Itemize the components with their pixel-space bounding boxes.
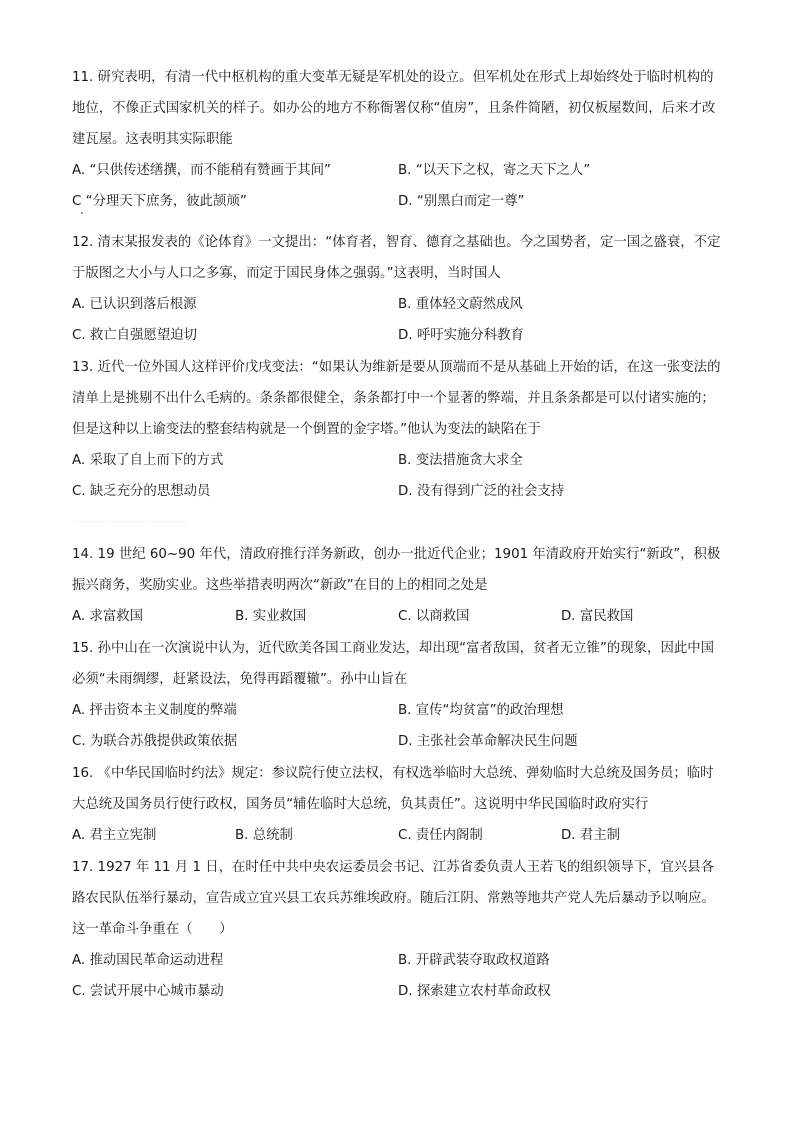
option-c: C. 责任内阁制 <box>398 828 483 843</box>
option-d: D. 呼吁实施分科教育 <box>398 328 524 343</box>
option-c: C. 缺乏充分的思想动员 <box>72 484 211 499</box>
options <box>72 945 724 1007</box>
option-d: D. 君主制 <box>561 828 620 843</box>
options <box>72 445 724 507</box>
option-b: B. 重体轻文蔚然成风 <box>398 297 523 312</box>
option-a: A. “只供传述缮撰，而不能稍有赞画于其间” <box>72 163 331 178</box>
option-a: A. 抨击资本主义制度的弊端 <box>72 703 237 718</box>
options <box>72 695 724 757</box>
question-stem: 17. 1927 年 11 月 1 日，在时任中共中央农运委员会书记、江苏省委负责人王若飞的组织领导下，宜兴县各路农民队伍举行暴动，宣告成立宜兴县工农兵苏维埃政府。随后江阴、常熟等地共产党人先后暴动予以响应。这一革命斗争重在（ ） <box>72 860 715 937</box>
question-13 <box>72 352 724 507</box>
option-b: B. 宣传“均贫富”的政治理想 <box>398 703 564 718</box>
option-b: B. “以天下之权，寄之天下之人” <box>398 163 591 178</box>
question-stem: 11. 研究表明，有清一代中枢机构的重大变革无疑是军机处的设立。但军机处在形式上却始终处于临时机构的地位，不像正式国家机关的样子。如办公的地方不称衙署仅称“值房”，且条件简陋，初仅板屋数间，后来才改建瓦屋。这表明其实际职能 <box>72 70 716 147</box>
option-d: D. 富民救国 <box>561 609 634 624</box>
option-b: B. 变法措施贪大求全 <box>398 453 523 468</box>
option-d: D. 探索建立农村革命政权 <box>398 984 551 999</box>
option-b: B. 总统制 <box>235 828 293 843</box>
option-a: A. 已认识到落后根源 <box>72 297 197 312</box>
option-b: B. 实业救国 <box>235 609 307 624</box>
options <box>72 601 724 632</box>
option-a: A. 推动国民革命运动进程 <box>72 953 224 968</box>
options <box>72 155 724 217</box>
question-15 <box>72 633 724 757</box>
question-14 <box>72 539 724 632</box>
option-d: D. 主张社会革命解决民生问题 <box>398 734 578 749</box>
question-stem: 14. 19 世纪 60~90 年代，清政府推行洋务新政，创办一批近代企业；1901 年清政府开始实行“新政”，积极振兴商务，奖励实业。这些举措表明两次“新政”在目的上的相同之处是 <box>72 547 721 593</box>
option-c: C “分理天下庶务，彼此颉颃” <box>72 194 247 209</box>
option-a: A. 求富救国 <box>72 609 143 624</box>
stray-dot <box>81 212 83 214</box>
option-a: A. 采取了自上而下的方式 <box>72 453 224 468</box>
option-d: D. “别黑白而定一尊” <box>398 194 525 209</box>
option-d: D. 没有得到广泛的社会支持 <box>398 484 565 499</box>
option-b: B. 开辟武装夺取政权道路 <box>398 953 550 968</box>
option-c: C. 救亡自强愿望迫切 <box>72 328 197 343</box>
option-a: A. 君主立宪制 <box>72 828 157 843</box>
question-12 <box>72 227 724 351</box>
question-stem: 16. 《中华民国临时约法》规定：参议院行使立法权，有权选举临时大总统、弹劾临时大总统及国务员；临时大总统及国务员行使行政权，国务员“辅佐临时大总统，负其责任”。这说明中华民国临时政府实行 <box>72 766 714 812</box>
option-c: C. 为联合苏俄提供政策依据 <box>72 734 238 749</box>
option-c: C. 尝试开展中心城市暴动 <box>72 984 224 999</box>
faint-watermark-line: ····························································· <box>72 519 189 526</box>
question-stem: 15. 孙中山在一次演说中认为，近代欧美各国工商业发达，却出现“富者敌国，贫者无立锥”的现象，因此中国必须“未雨绸缪，赶紧设法，免得再蹈覆辙”。孙中山旨在 <box>72 641 715 687</box>
question-stem: 13. 近代一位外国人这样评价戊戌变法：“如果认为维新是要从顶端而不是从基础上开始的话，在这一张变法的清单上是挑剔不出什么毛病的。条条都很健全，条条都打中一个显著的弊端，并且条条都是可以付诸实施的；但是这种以上谕变法的整套结构就是一个倒置的金字塔。”他认为变法的缺陷在于 <box>72 360 721 437</box>
question-17 <box>72 852 724 1007</box>
options <box>72 289 724 351</box>
options <box>72 820 724 851</box>
question-16 <box>72 758 724 851</box>
question-stem: 12. 清末某报发表的《论体育》一文提出：“体育者，智育、德育之基础也。今之国势者，定一国之盛衰，不定于版图之大小与人口之多寡，而定于国民身体之强弱。”这表明，当时国人 <box>72 235 721 281</box>
question-11 <box>72 62 724 217</box>
option-c: C. 以商救国 <box>398 609 470 624</box>
